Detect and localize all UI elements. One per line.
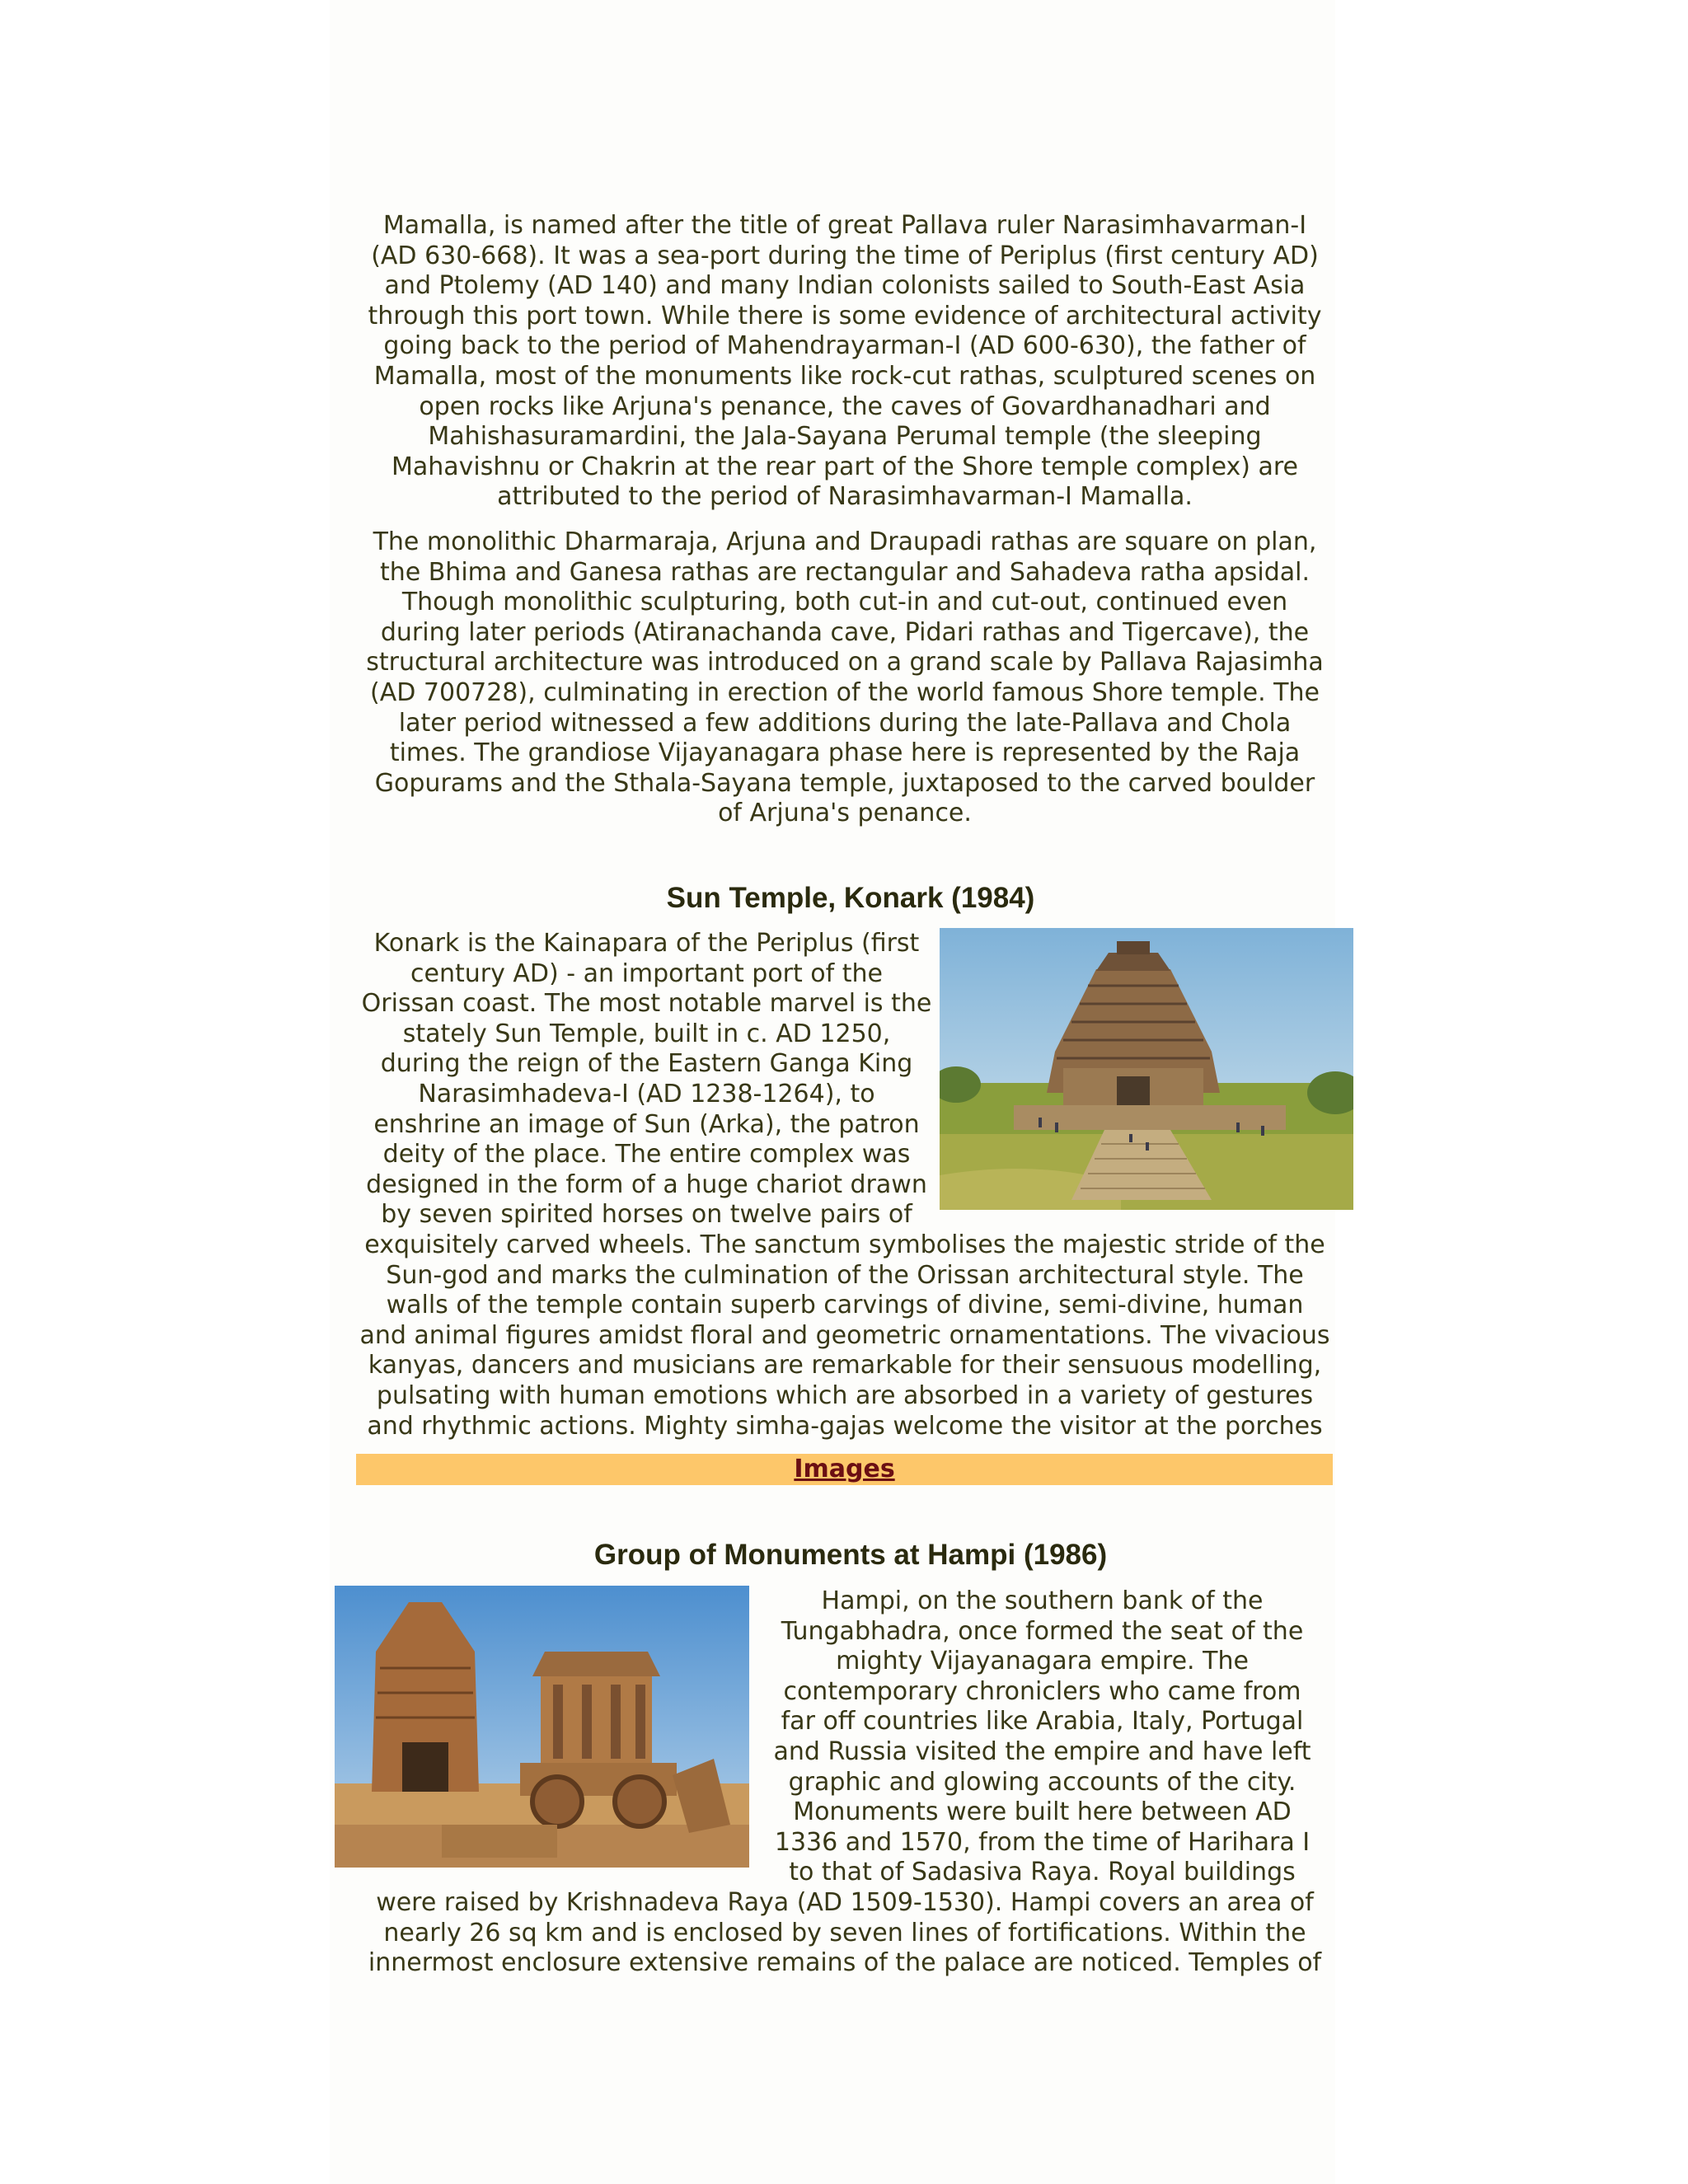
hampi-text-beside-image bbox=[752, 1586, 1333, 1888]
text-line: and animal figures amidst floral and geometric ornamentations. The vivacious bbox=[359, 1320, 1330, 1350]
text-line: designed in the form of a huge chariot drawn bbox=[366, 1169, 927, 1199]
text-line: attributed to the period of Narasimhavarman-I Mamalla. bbox=[497, 482, 1193, 512]
text-line: the Bhima and Ganesa rathas are rectangular and Sahadeva ratha apsidal. bbox=[379, 557, 1311, 587]
text-line: graphic and glowing accounts of the city. bbox=[788, 1767, 1296, 1797]
text-line: of Arjuna's penance. bbox=[718, 799, 972, 828]
text-line: times. The grandiose Vijayanagara phase here is represented by the Raja bbox=[389, 738, 1301, 768]
text-line: century AD) - an important port of the bbox=[410, 958, 883, 988]
text-line: and Ptolemy (AD 140) and many Indian colonists sailed to South-East Asia bbox=[384, 271, 1306, 301]
text-line: Sun-god and marks the culmination of the Orissan architectural style. The bbox=[386, 1260, 1304, 1290]
mamallapuram-paragraph-2 bbox=[356, 527, 1334, 829]
hampi-text-full-width bbox=[356, 1888, 1334, 1979]
text-line: Hampi, on the southern bank of the bbox=[821, 1586, 1264, 1615]
images-link-bar bbox=[356, 1454, 1333, 1485]
text-line: by seven spirited horses on twelve pairs of bbox=[381, 1200, 912, 1230]
text-line: nearly 26 sq km and is enclosed by seven lines of fortifications. Within the bbox=[383, 1918, 1306, 1947]
text-line: contemporary chroniclers who came from bbox=[783, 1676, 1301, 1706]
konark-text-full-width bbox=[356, 1230, 1334, 1441]
text-line: innermost enclosure extensive remains of the palace are noticed. Temples of bbox=[368, 1948, 1322, 1978]
text-line: to that of Sadasiva Raya. Royal buildings bbox=[789, 1858, 1296, 1887]
text-line: structural architecture was introduced on a grand scale by Pallava Rajasimha bbox=[366, 648, 1324, 677]
text-line: kanyas, dancers and musicians are remarkable for their sensuous modelling, bbox=[368, 1351, 1322, 1380]
text-line: pulsating with human emotions which are absorbed in a variety of gestures bbox=[376, 1380, 1314, 1410]
text-line: Gopurams and the Sthala-Sayana temple, juxtaposed to the carved boulder bbox=[374, 768, 1315, 798]
text-line: enshrine an image of Sun (Arka), the patron bbox=[373, 1109, 920, 1139]
text-line: far off countries like Arabia, Italy, Portugal bbox=[781, 1707, 1304, 1736]
text-line: Konark is the Kainapara of the Periplus (first bbox=[373, 929, 920, 958]
konark-sun-temple-photo bbox=[940, 928, 1353, 1210]
text-line: (AD 630-668). It was a sea-port during the time of Periplus (first century AD) bbox=[371, 241, 1319, 270]
text-line: Mamalla, is named after the title of great Pallava ruler Narasimhavarman-I bbox=[382, 211, 1307, 240]
text-line: open rocks like Arjuna's penance, the caves of Govardhanadhari and bbox=[419, 391, 1271, 421]
text-line: Mahishasuramardini, the Jala-Sayana Perumal temple (the sleeping bbox=[428, 422, 1262, 452]
text-line: Though monolithic sculpturing, both cut-in and cut-out, continued even bbox=[401, 588, 1288, 617]
text-line: and rhythmic actions. Mighty simha-gajas welcome the visitor at the porches bbox=[367, 1411, 1323, 1441]
text-line: Monuments were built here between AD bbox=[793, 1797, 1292, 1827]
text-line: walls of the temple contain superb carvings of divine, semi-divine, human bbox=[386, 1291, 1304, 1320]
text-line: Mamalla, most of the monuments like rock-cut rathas, sculptured scenes on bbox=[373, 361, 1316, 391]
hampi-monuments-photo bbox=[335, 1586, 749, 1868]
text-line: Tungabhadra, once formed the seat of the bbox=[781, 1616, 1304, 1646]
text-line: were raised by Krishnadeva Raya (AD 1509-1530). Hampi covers an area of bbox=[376, 1888, 1314, 1917]
text-line: later period witnessed a few additions during the late-Pallava and Chola bbox=[398, 708, 1292, 738]
text-line: exquisitely carved wheels. The sanctum symbolises the majestic stride of the bbox=[364, 1230, 1325, 1259]
text-line: during later periods (Atiranachanda cave, Pidari rathas and Tigercave), the bbox=[380, 617, 1310, 647]
text-line: The monolithic Dharmaraja, Arjuna and Draupadi rathas are square on plan, bbox=[373, 527, 1317, 556]
text-line: through this port town. While there is some evidence of architectural activity bbox=[368, 301, 1322, 330]
images-link[interactable]: Images bbox=[794, 1455, 895, 1483]
text-line: (AD 700728), culminating in erection of the world famous Shore temple. The bbox=[370, 677, 1320, 707]
konark-text-beside-image bbox=[356, 929, 937, 1230]
text-line: deity of the place. The entire complex was bbox=[382, 1140, 911, 1169]
text-line: going back to the period of Mahendrayarman-I (AD 600-630), the father of bbox=[383, 331, 1306, 361]
hampi-heading: Group of Monuments at Hampi (1986) bbox=[593, 1539, 1108, 1571]
text-line: mighty Vijayanagara empire. The bbox=[836, 1647, 1249, 1676]
konark-heading: Sun Temple, Konark (1984) bbox=[666, 882, 1035, 914]
text-line: Orissan coast. The most notable marvel is the bbox=[361, 989, 932, 1019]
mamallapuram-paragraph-1 bbox=[356, 211, 1334, 513]
text-line: Mahavishnu or Chakrin at the rear part of the Shore temple complex) are bbox=[391, 452, 1299, 481]
text-line: 1336 and 1570, from the time of Harihara I bbox=[774, 1827, 1311, 1857]
text-line: stately Sun Temple, built in c. AD 1250, bbox=[402, 1019, 891, 1048]
text-line: Narasimhadeva-I (AD 1238-1264), to bbox=[418, 1079, 875, 1108]
text-line: during the reign of the Eastern Ganga King bbox=[380, 1049, 913, 1079]
text-line: and Russia visited the empire and have left bbox=[773, 1736, 1311, 1766]
